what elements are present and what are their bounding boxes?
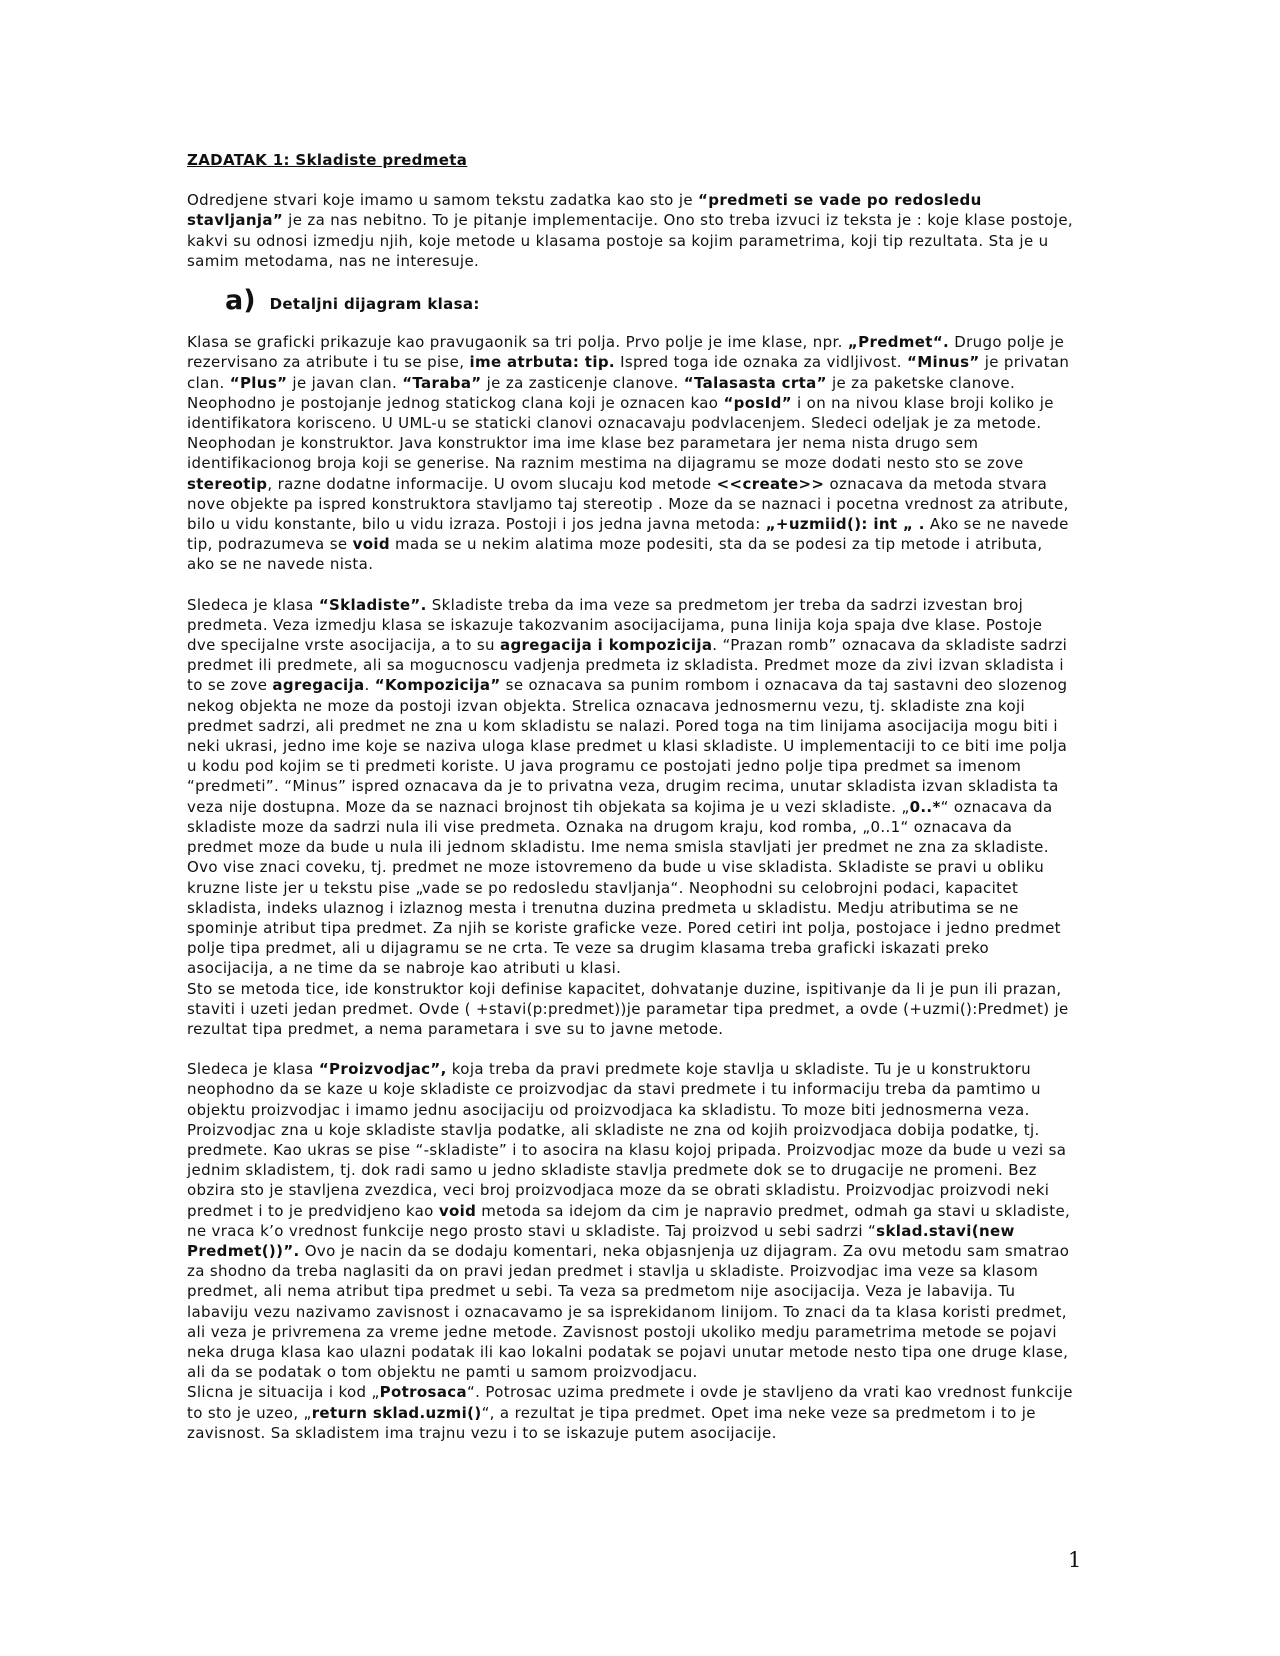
bold-term: return sklad.uzmi() [311,1403,482,1422]
text-run: Drugo polje je rezervisano za atribute i tu se pise, [187,333,1065,372]
bold-term: “Minus” [907,353,980,372]
text-run: se oznacava sa punim rombom i oznacava da taj sastavni deo slozenog nekog objekta ne moze da postoji izvan objekta. Strelica oznacava jednosmernu vezu, tj. skladiste zna koji predmet sadrzi, ali predmet ne zna u kom skladistu se nalazi. Pored toga na tim linijama asocijacija mogu biti i neki ukrasi, jedno ime koje se naziva uloga klase predmet u klasi skladiste. U implementaciji to ce biti ime polja u kodu pod kojim se ti predmeti koriste. U java programu ce postojati jedno polje tipa predmet sa imenom “predmeti”. “Minus” ispred oznacava da je to privatna veza, drugim recima, unutar skladista izvan skladista ta veza nije dostupna. Moze da se naznaci brojnost tih objekata sa kojima je u vezi skladiste. „ [187,676,1068,816]
text-run: Odredjene stvari koje imamo u samom tekstu zadatka kao sto je [187,191,699,210]
text-run: mada se u nekim alatima moze podesiti, sta da se podesi za tip metode i atributa, ako se ne navede nista. [187,535,1043,574]
section-a-letter: a) [225,285,256,317]
text-run: , razne dodatne informacije. U ovom slucaju kod metode [267,474,717,493]
bold-term: <<create>> [716,474,825,493]
bold-term: “Kompozicija” [374,676,501,695]
bold-term: “predmeti se vade po redosledu stavljanja” [187,191,982,230]
bold-term: agregacija [272,676,365,695]
bold-term: agregacija i kompozicija [500,636,713,655]
text-run: “ oznacava da skladiste moze da sadrzi nula ili vise predmeta. Oznaka na drugom kraju, kod romba, „0..1“ oznacava da predmet moze da bude u nula ili jednom skladistu. Ime nema smisla stavljati jer predmet ne zna za skladiste. Ovo vise znaci coveku, tj. predmet ne moze istovremeno da bude u vise skladista. Skladiste se pravi u obliku kruzne liste jer u tekstu pise „vade se po redosledu stavljanja“. Neophodni su celobrojni podaci, kapacitet skladista, indeks ulaznog i izlaznog mesta i trenutna duzina predmeta u skladistu. Medju atributima se ne spominje atribut tipa predmet. Za njih se koriste graficke veze. Pored cetiri int polja, postojace i jedno predmet polje tipa predmet, ali u dijagramu se ne crta. Te veze sa drugim klasama treba graficki iskazati preko asocijacija, a ne time da se nabroje kao atributi u klasi. [187,797,1061,978]
text-run: “. Potrosac uzima predmete i ovde je stavljeno da vrati kao vrednost funkcije to sto je uzeo, „ [187,1383,1073,1422]
section-a-label: Detaljni dijagram klasa: [269,295,480,314]
text-run: je za nas nebitno. To je pitanje implementacije. Ono sto treba izvuci iz teksta je : koje klase postoje, kakvi su odnosi izmedju njih, koje metode u klasama postoje sa kojim parametrima, koji tip rezultata. Sta je u samim metodama, nas ne interesuje. [187,211,1074,270]
bold-term: “posId” [723,393,792,412]
class-potrosac-paragraph [187,1382,1073,1443]
bold-term: “Talasasta crta” [683,373,827,392]
class-proizvodjac-paragraph [187,1059,1073,1382]
bold-term: „Predmet“. [847,333,950,352]
bold-term: “Taraba” [402,373,482,392]
text-run: je javan clan. [287,373,403,392]
class-skladiste-paragraph [187,595,1073,979]
section-a-heading [225,285,1073,317]
text-run: Klasa se graficki prikazuje kao pravugaonik sa tri polja. Prvo polje je ime klase, npr. [187,333,848,352]
text-run: je za zasticenje clanove. [481,373,684,392]
document-page [187,150,1073,1443]
bold-term: “Plus” [229,373,288,392]
text-run: koja treba da pravi predmete koje stavlja u skladiste. Tu je u konstruktoru neophodno da se kaze u koje skladiste ce proizvodjac da stavi predmete i tu informaciju treba da pamtimo u objektu proizvodjac i imamo jednu asocijaciju od proizvodjaca ka skladistu. To moze biti jednosmerna veza. Proizvodjac zna u koje skladiste stavlja podatke, ali skladiste ne zna od kojih proizvodjaca dobija podatke, tj. predmete. Kao ukras se pise “-skladiste” i to asocira na klasu kojoj pripada. Proizvodjac moze da bude u vezi sa jednim skladistem, tj. dok radi samo u jedno skladiste stavlja predmete dok se to drugacije ne promeni. Bez obzira sto je stavljena zvezdica, veci broj proizvodjaca moze da se obrati skladistu. Proizvodjac proizvodi neki predmet i to je predvidjeno kao [187,1060,1067,1220]
text-run: . “Prazan romb” oznacava da skladiste sadrzi predmet ili predmete, ali sa mogucnoscu vadjenja predmeta iz skladista. Predmet moze da zivi izvan skladista i to se zove [187,636,1068,695]
bold-term: “Skladiste”. [318,595,427,614]
text-run: je privatan clan. [187,353,1070,392]
text-run: Skladiste treba da ima veze sa predmetom jer treba da sadrzi izvestan broj predmeta. Veza izmedju klasa se iskazuje takozvanim asocijacijama, puna linija koja spaja dve klase. Postoje dve specijalne vrste asocijacija, a to su [187,595,1043,655]
class-predmet-paragraph [187,332,1073,574]
text-run: Ispred toga ide oznaka za vidljivost. [614,353,908,372]
document-heading: ZADATAK 1: Skladiste predmeta [187,151,468,169]
bold-term: “Proizvodjac”, [318,1060,447,1079]
bold-term: void [438,1201,477,1220]
text-run: i on na nivou klase broji koliko je identifikatora korisceno. U UML-u se staticki clanovi oznacavaju podvlacenjem. Sledeci odeljak je za metode. Neophodan je konstruktor. Java konstruktor ima ime klase bez parametara jer nema nista drugo sem identifikacionog broja koji se generise. Na raznim mestima na dijagramu se moze dodati nesto sto se zove [187,393,1054,473]
skladiste-methods-paragraph [187,979,1073,1040]
bold-term: ime atrbuta: tip. [469,353,615,372]
text-run: “, a rezultat je tipa predmet. Opet ima neke veze sa predmetom i to je zavisnost. Sa skladistem ima trajnu vezu i to se iskazuje putem asocijacije. [187,1403,1036,1442]
text-run: Ovo je nacin da se dodaju komentari, neka objasnjenja uz dijagram. Za ovu metodu sam smatrao za shodno da treba naglasiti da on pravi jedan predmet i stavlja u skladiste. Proizvodjac ima veze sa klasom predmet, ali nema atribut tipa predmet u sebi. Ta veza sa predmetom nije asocijacija. Veza je labavija. Tu labaviju vezu nazivamo zavisnost i oznacavamo je sa isprekidanom linijom. To znaci da ta klasa koristi predmet, ali veza je privremena za vreme jedne metode. Zavisnost postoji ukoliko medju parametrima metode se pojavi neka druga klasa kao ulazni podatak ili kao lokalni podatak se pojavi unutar metode nesto tipa one druge klase, ali da se podatak o tom objektu ne pamti u samom proizvodjacu. [187,1241,1070,1382]
text-run: Slicna je situacija i kod „ [187,1383,380,1402]
bold-term: „+uzmiid(): int „ . [765,515,925,534]
bold-term: 0..* [909,797,941,816]
bold-term: void [352,535,390,554]
text-run: Ako se ne navede tip, podrazumeva se [187,515,1069,554]
bold-term: sklad.stavi(new Predmet())”. [187,1221,1015,1260]
intro-paragraph [187,190,1073,271]
text-run: Sto se metoda tice, ide konstruktor koji definise kapacitet, dohvatanje duzine, ispitivanje da li je pun ili prazan, staviti i uzeti jedan predmet. Ovde ( +stavi(p:predmet))je parametar tipa predmet, a ovde (+uzmi():Predmet) je rezultat tipa predmet, a nema parametara i sve su to javne metode. [187,979,1069,1038]
text-run: metoda sa idejom da cim je napravio predmet, odmah ga stavi u skladiste, ne vraca k’o vrednost funkcije nego prosto stavi u skladiste. Taj proizvod u sebi sadrzi “ [187,1201,1071,1240]
bold-term: stereotip [187,474,268,493]
text-run: oznacava da metoda stvara nove objekte pa ispred konstruktora stavljamo taj stereotip . Moze da se naznaci i pocetna vrednost za atribute, bilo u vidu konstante, bilo u vidu izraza. Postoji i jos jedna javna metoda: [187,474,1069,534]
text-run: Sledeca je klasa [187,595,319,614]
text-run: . [364,676,375,695]
text-run: je za paketske clanove. Neophodno je postojanje jednog statickog clana koji je oznacen kao [187,373,1016,412]
text-run: Sledeca je klasa [187,1060,319,1079]
page-number: 1 [1068,1548,1082,1572]
bold-term: Potrosaca [379,1383,468,1402]
